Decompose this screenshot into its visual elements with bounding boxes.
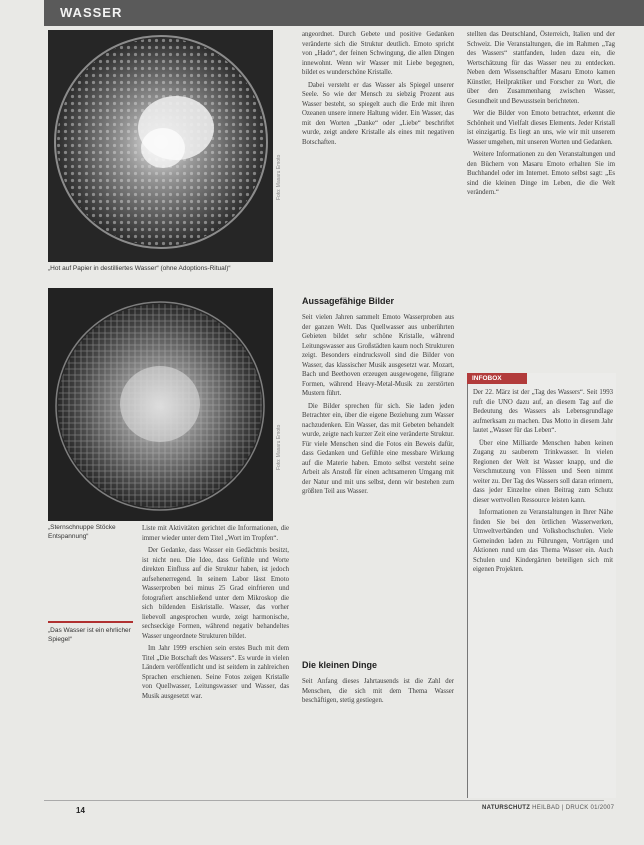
text-column-2-top: [302, 30, 454, 262]
footer-rule: [44, 800, 604, 801]
section-header-band: [44, 0, 644, 26]
text-column-1: [142, 524, 289, 796]
page-number: 14: [76, 806, 85, 815]
photo2-caption: „Sternschnuppe Stöcke Entspannung“: [48, 524, 116, 540]
text-column-3: [467, 30, 615, 360]
photo-credit-1: Foto: Masaru Emoto: [276, 154, 282, 200]
col2-para-2: Dabei versteht er das Wasser als Spiegel unserer Seele. So wie der Mensch zu siebzig Prozent aus Wasser besteht, so spiegelt auch die Erde mit ihren Ozeanen unsere innere Haltung wider. Ein Wasser, das mit den Worten „Danke“ oder „Liebe“ beschriftet wurde, zeigt andere Kristalle als eines mit negativen Botschaften.: [302, 81, 454, 146]
text-column-2-mid: [302, 313, 454, 655]
footer-mag-bold: NATURSCHUTZ: [482, 805, 531, 811]
col3-para-1: stellten das Deutschland, Österreich, Italien und der Schweiz. Die Veranstaltungen, die im Rahmen „Tag des Wassers“ stattfanden, luden dazu ein, die Wertschätzung für das Wasser neu zu entdecken. Neben dem Wissenschaftler Masaru Emoto kamen Künstler, Heilpraktiker und Forscher zu Wort, die über den Zusammenhang zwischen Wasser, Gesundheit und Bewusstsein berichteten.: [467, 31, 615, 105]
col1-para-2: Der Gedanke, dass Wasser ein Gedächtnis besitzt, ist nicht neu. Die Idee, dass Gefühle und Worte direkten Einfluss auf die Struktur haben, ist jedoch aufsehenerregend. In seinem Labor lässt Emoto Wasserproben bei minus 25 Grad einfrieren und fotografiert anschließend unter dem Mikroskop die sich bildenden Eiskristalle. Wasser, das vorher liebevoll angesprochen wurde, zeigt harmonische, sechseckige Formen, während negativ behandeltes Wasser ungeordnete Strukturen bildet.: [142, 547, 289, 640]
crystal-photo-bottom: [48, 288, 273, 521]
crystal-photo-top: [48, 30, 273, 262]
info-box-text: [473, 388, 613, 796]
col2-para-4: Die Bilder sprechen für sich. Sie laden jeden Betrachter ein, über die eigene Beziehung zum Wasser nachzudenken. Ein Wasser, das mit Gebeten behandelt wurde, zeigte nach kurzer Zeit eine veränderte Struktur. Für viele Menschen sind die Fotos ein Beweis dafür, dass Gedanken und Gefühle eine messbare Wirkung auf die Materie haben. Emoto selbst versteht seine Arbeit als Anstoß für einen achtsameren Umgang mit der Natur und mit uns selbst, denn wir bestehen zum größten Teil aus Wasser.: [302, 402, 454, 495]
info-para-2: Über eine Milliarde Menschen haben keinen Zugang zu sauberem Trinkwasser. In vielen Regionen der Welt ist Wasser knapp, und die Verschmutzung von Flüssen und Seen nimmt weiter zu. Der Tag des Wassers soll daran erinnern, dass jeder Einzelne einen Beitrag zum Schutz dieser wertvollen Ressource leisten kann.: [473, 439, 613, 504]
subheading-dinge: Die kleinen Dinge: [302, 660, 378, 670]
col3-para-2: Wer die Bilder von Emoto betrachtet, erkennt die Schönheit und Vielfalt dieses Elements. Jeder Kristall ist einzigartig. Es liegt an uns, wie wir mit unserem Wasser umgehen, mit unseren Worten und Gedanken.: [467, 110, 615, 146]
section-title: WASSER: [60, 5, 123, 20]
subheading-bilder: Aussagefähige Bilder: [302, 296, 395, 306]
col2-para-3: Seit vielen Jahren sammelt Emoto Wasserproben aus der ganzen Welt. Das Quellwasser aus unberührten Gebieten bildet sehr schöne Kristalle, während Leitungswasser aus Großstädten kaum noch Strukturen zeigt. Besonders eindrucksvoll sind die Bilder von Wasser, das klassischer Musik ausgesetzt war. Mozart, Bach und Beethoven erzeugen ausgewogene, filigrane Formen, während Heavy‑Metal‑Musik zu zerstörten Mustern führt.: [302, 314, 454, 397]
col2-para-5: Seit Anfang dieses Jahrtausends ist die Zahl der Menschen, die sich mit dem Thema Wasser beschäftigen, stetig gestiegen.: [302, 678, 454, 704]
pull-quote: „Das Wasser ist ein ehrlicher Spiegel“: [48, 621, 133, 644]
photo1-caption: „Hot auf Papier in destilliertes Wasser“ (ohne Adoptions‑Ritual)“: [48, 265, 231, 272]
photo-credit-2: Foto: Masaru Emoto: [276, 424, 282, 470]
info-para-3: Informationen zu Veranstaltungen in Ihrer Nähe finden Sie bei den örtlichen Wasserwerken, Umweltverbänden und Volkshochschulen. Viele Gemeinden laden zu Führungen, Vorträgen und Aktionen rund um das Thema Wasser ein. Auch Schulen und Kindergärten beteiligen sich mit eigenen Projekten.: [473, 509, 613, 573]
col2-para-1: angeordnet. Durch Gebete und positive Gedanken veränderte sich die Struktur deutlich. Emoto spricht von „Hado“, der feinen Schwingung, die allen Dingen innewohnt. Wenn wir Wasser mit Liebe begegnen, bildet es wunderschöne Kristalle.: [302, 31, 454, 76]
info-para-1: Der 22. März ist der „Tag des Wassers“. Seit 1993 ruft die UNO dazu auf, an diesem Tag auf die Bedeutung des Wassers als Lebensgrundlage aufmerksam zu machen. Das Motto in diesem Jahr lautet „Wasser für das Leben“.: [473, 389, 613, 434]
info-box-label: INFOBOX: [467, 373, 527, 384]
text-column-2-bottom: [302, 677, 454, 795]
col1-para-3: Im Jahr 1999 erschien sein erstes Buch mit dem Titel „Die Botschaft des Wassers“. Es wurde in vielen Ländern veröffentlicht und ist seitdem in zahlreichen Sprachen erschienen. Seine Fotos zeigen Kristalle von Quellwasser, Leitungswasser und Wasser, das Musik ausgesetzt war.: [142, 645, 289, 700]
footer-magazine-line: [482, 805, 614, 811]
col1-para-1: Liste mit Aktivitäten gerichtet die Informationen, die immer wieder unter dem Titel „Wort im Tropfen“.: [142, 525, 289, 542]
footer-mag-rest: HEILBAD | DRUCK 01/2007: [532, 805, 615, 811]
col3-para-3: Weitere Informationen zu den Veranstaltungen und den Büchern von Masaru Emoto erhalten Sie im Buchhandel oder im Internet. Emoto selbst sagt: „Es sind die kleinen Dinge im Leben, die die Welt verändern.“: [467, 151, 615, 196]
